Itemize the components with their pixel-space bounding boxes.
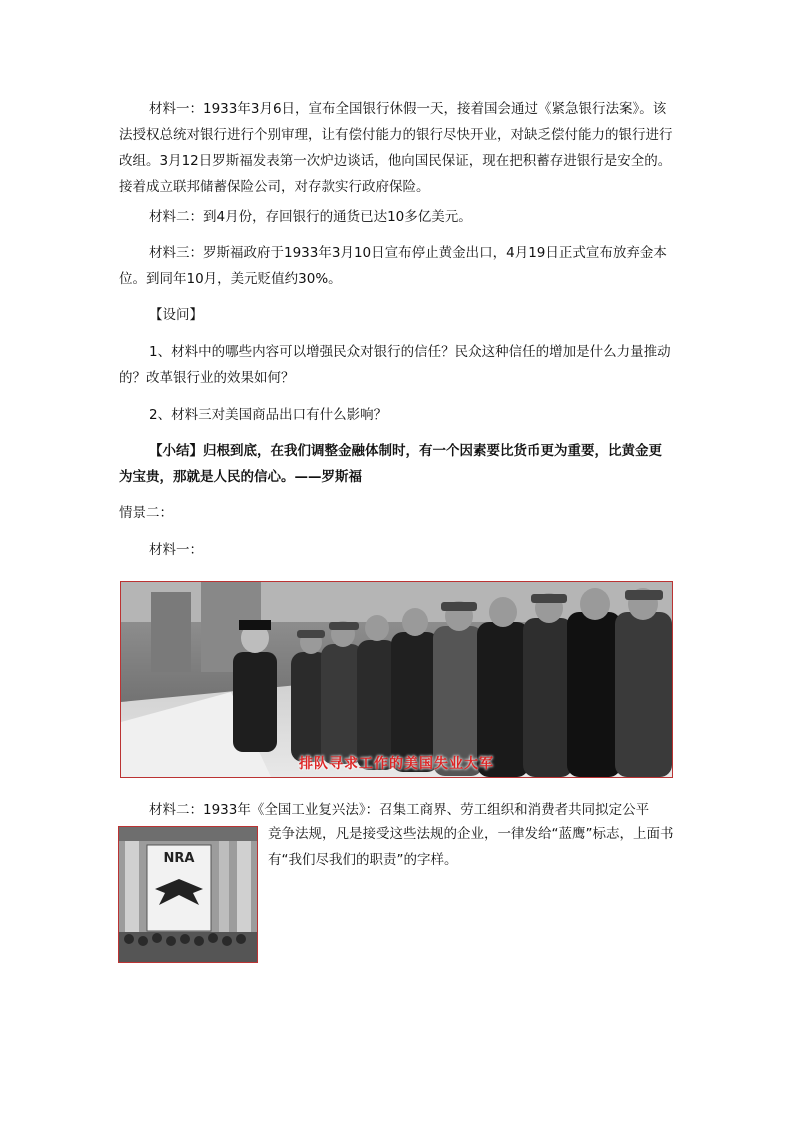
nra-sign-text: NRA bbox=[163, 851, 195, 866]
nra-blue-eagle-photo bbox=[118, 826, 258, 963]
unemployed-queue-illustration bbox=[121, 582, 672, 777]
question-1: 1、材料中的哪些内容可以增强民众对银行的信任？民众这种信任的增加是什么力量推动的？改革银行业的效果如何？ bbox=[119, 344, 671, 386]
scene-2-material-1-label: 材料一： bbox=[149, 542, 203, 558]
unemployed-queue-photo bbox=[120, 581, 673, 778]
question-heading: 【设问】 bbox=[149, 307, 203, 323]
scene-2-material-2-first-line: 材料二：1933年《全国工业复兴法》：召集工商界、劳工组织和消费者共同拟定公平 bbox=[149, 802, 650, 818]
summary-quote: 【小结】归根到底，在我们调整金融体制时，有一个因素要比货币更为重要，比黄金更为宝贵，那就是人民的信心。——罗斯福 bbox=[119, 443, 662, 485]
question-2: 2、材料三对美国商品出口有什么影响？ bbox=[149, 407, 388, 423]
photo-caption: 排队寻求工作的美国失业大军 bbox=[299, 756, 494, 772]
scene-2-material-2-continuation: 竞争法规，凡是接受这些法规的企业，一律发给“蓝鹰”标志，上面书有“我们尽我们的职责”的字样。 bbox=[268, 826, 674, 868]
material-3-paragraph: 材料三：罗斯福政府于1933年3月10日宣布停止黄金出口，4月19日正式宣布放弃金本位。到同年10月，美元贬值约30%。 bbox=[119, 245, 667, 287]
material-2-paragraph: 材料二：到4月份，存回银行的通货已达10多亿美元。 bbox=[149, 209, 472, 225]
material-1-paragraph: 材料一：1933年3月6日，宣布全国银行休假一天，接着国会通过《紧急银行法案》。该法授权总统对银行进行个别审理，让有偿付能力的银行尽快开业，对缺乏偿付能力的银行进行改组。3月12日罗斯福发表第一次炉边谈话，他向国民保证，现在把积蓄存进银行是安全的。接着成立联邦储蓄保险公司，对存款实行政府保险。 bbox=[119, 101, 673, 195]
scene-2-label: 情景二： bbox=[119, 505, 173, 521]
nra-building-illustration bbox=[119, 827, 257, 962]
